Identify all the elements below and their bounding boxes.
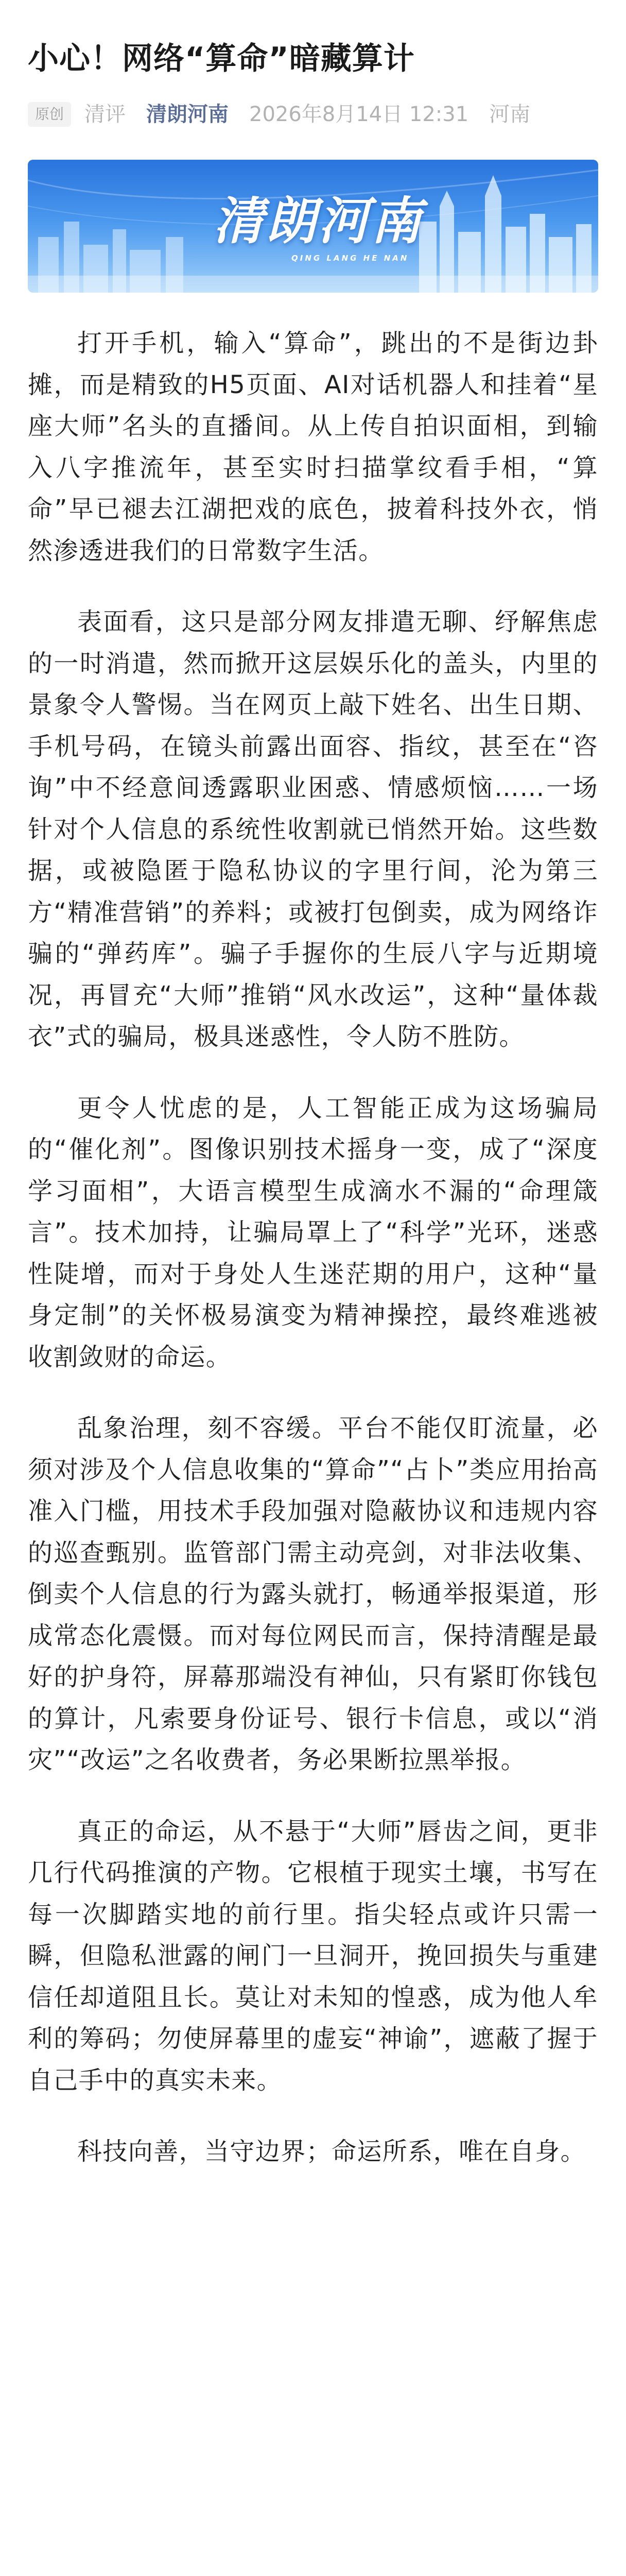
author-name: 清评 (84, 103, 126, 126)
header-banner-image (28, 160, 598, 293)
article-meta (28, 100, 598, 129)
article-paragraph-2: 表面看，这只是部分网友排遣无聊、纾解焦虑的一时消遣，然而掀开这层娱乐化的盖头，内里的景象令人警惕。当在网页上敲下姓名、出生日期、手机号码，在镜头前露出面容、指纹，甚至在“咨询”中不经意间透露职业困惑、情感烦恼……一场针对个人信息的系统性收割就已悄然开始。这些数据，或被隐匿于隐私协议的字里行间，沦为第三方“精准营销”的养料；或被打包倒卖，成为网络诈骗的“弹药库”。骗子手握你的生辰八字与近期境况，再冒充“大师”推销“风水改运”，这种“量体裁衣”式的骗局，极具迷惑性，令人防不胜防。 (28, 607, 598, 1051)
publish-location: 河南 (489, 103, 531, 126)
article-paragraph-4: 乱象治理，刻不容缓。平台不能仅盯流量，必须对涉及个人信息收集的“算命”“占卜”类应用抬高准入门槛，用技术手段加强对隐蔽协议和违规内容的巡查甄别。监管部门需主动亮剑，对非法收集、倒卖个人信息的行为露头就打，畅通举报渠道，形成常态化震慑。而对每位网民而言，保持清醒是最好的护身符，屏幕那端没有神仙，只有紧盯你钱包的算计，凡索要身份证号、银行卡信息，或以“消灾”“改运”之名收费者，务必果断拉黑举报。 (28, 1414, 598, 1774)
account-name-link[interactable]: 清朗河南 (146, 103, 229, 126)
article-paragraph-6: 科技向善，当守边界；命运所系，唯在自身。 (77, 2137, 586, 2166)
article-title: 小心！网络“算命”暗藏算计 (28, 41, 415, 77)
banner-pinyin-text: QING LANG HE NAN (291, 253, 409, 263)
article-paragraph-3: 更令人忧虑的是，人工智能正成为这场骗局的“催化剂”。图像识别技术摇身一变，成了“深度学习面相”，大语言模型生成滴水不漏的“命理箴言”。技术加持，让骗局罩上了“科学”光环，迷惑性陡增，而对于身处人生迷茫期的用户，这种“量身定制”的关怀极易演变为精神操控，最终难逃被收割敛财的命运。 (28, 1093, 598, 1371)
banner-logo-text: 清朗河南 (213, 192, 424, 251)
article-paragraph-1: 打开手机，输入“算命”，跳出的不是街边卦摊，而是精致的H5页面、AI对话机器人和挂着“星座大师”名头的直播间。从上传自拍识面相，到输入八字推流年，甚至实时扫描掌纹看手相，“算命”早已褪去江湖把戏的底色，披着科技外衣，悄然渗透进我们的日常数字生活。 (28, 329, 598, 565)
original-badge: 原创 (28, 102, 71, 127)
publish-datetime: 2026年8月14日 12:31 (249, 103, 469, 126)
article-paragraph-5: 真正的命运，从不悬于“大师”唇齿之间，更非几行代码推演的产物。它根植于现实土壤，书写在每一次脚踏实地的前行里。指尖轻点或许只需一瞬，但隐私泄露的闸门一旦洞开，挽回损失与重建信任却道阻且长。莫让对未知的惶惑，成为他人牟利的筹码；勿使屏幕里的虚妄“神谕”，遮蔽了握于自己手中的真实未来。 (28, 1817, 598, 2095)
article-body (28, 323, 598, 2173)
